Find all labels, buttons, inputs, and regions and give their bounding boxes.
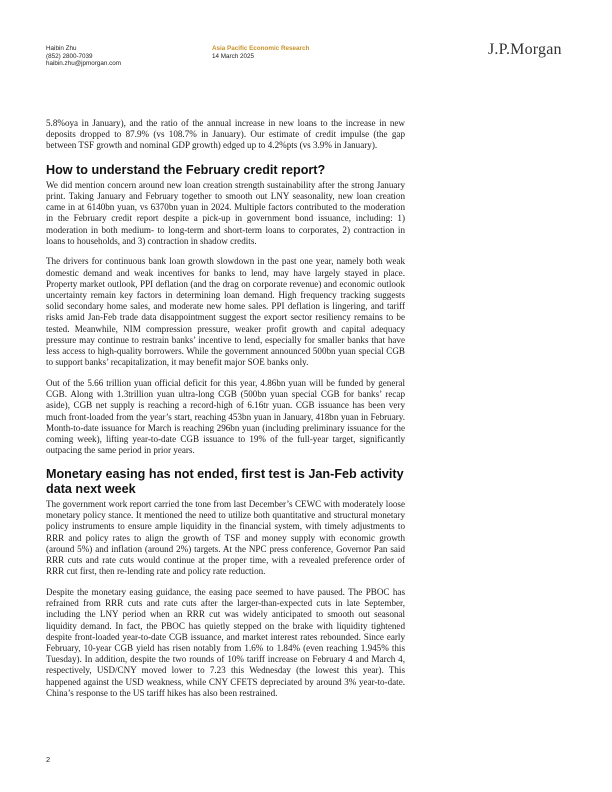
report-info: [212, 45, 309, 60]
paragraph: We did mention concern around new loan creation strength sustainability after the strong January print. Taking January and February together to smooth out LNY seasonality, new loan creation came in at 6140bn yuan, vs 6370bn yuan in 2024. Multiple factors contributed to the moderation in the February credit report despite a pick-up in government bond issuance, including: 1) moderation in both medium- to long-term and short-term loans to corporates, 2) contraction in loans to households, and 3) contraction in shadow credits.: [46, 179, 405, 246]
report-section: Asia Pacific Economic Research: [212, 45, 310, 52]
section-heading: How to understand the February credit report?: [46, 162, 326, 177]
paragraph: Despite the monetary easing guidance, the easing pace seemed to have paused. The PBOC has refrained from RRR cuts and rate cuts after the larger-than-expected cuts in late September, including the LNY period when an RRR cut was widely anticipated to smooth out seasonal liquidity demand. In fact, the PBOC has quietly stepped on the brake with liquidity tightened despite front-loaded year-to-date CGB issuance, and market interest rates rebounded. Since early February, 10-year CGB yield has risen notably from 1.6% to 1.84% (even reaching 1.945% this Tuesday). In addition, despite the two rounds of 10% tariff increase on February 4 and March 4, respectively, USD/CNY moved lower to 7.23 this Wednesday (the lowest this year). This happened against the USD weakness, while CNY CFETS depreciated by around 3% year-to-date. China’s response to the US tariff hikes has also been restrained.: [46, 586, 405, 698]
paragraph: The drivers for continuous bank loan growth slowdown in the past one year, namely both weak domestic demand and weak incentives for banks to lend, may have largely stayed in place. Property market outlook, PPI deflation (and the drag on corporate revenue) and economic outlook uncertainty remain key factors in determining loan demand. High frequency tracking suggests solid secondary home sales, and moderate new home sales. PPI deflation is lingering, and tariff risks amid Jan-Feb trade data disappointment suggest the export sector resiliency remains to be tested. Meanwhile, NIM compression pressure, weaker profit growth and capital adequacy pressure may continue to restrain banks’ incentive to lend, especially for smaller banks that have less access to high-quality borrowers. While the government announced 500bn yuan special CGB to support banks’ recapitalization, it may benefit major SOE banks only.: [46, 256, 405, 368]
section-heading: Monetary easing has not ended, first test is Jan-Feb activity data next week: [46, 467, 404, 496]
paragraph: Out of the 5.66 trillion yuan official deficit for this year, 4.86bn yuan will be funded by general CGB. Along with 1.3trillion yuan ultra-long CGB (500bn yuan special CGB for banks’ recap aside), CGB net supply is reaching a record-high of 6.16tr yuan. CGB issuance has been very much front-loaded from the year’s start, reaching 453bn yuan in January, 418bn yuan in February. Month-to-date issuance for March is reaching 296bn yuan (including preliminary issuance for the coming week), lifting year-to-date CGB issuance to 19% of the full-year target, significantly outpacing the same period in prior years.: [46, 377, 405, 456]
author-name: Haibin Zhu: [46, 45, 77, 52]
page-number: 2: [46, 755, 51, 764]
author-block: [46, 45, 121, 68]
paragraph: 5.8%oya in January), and the ratio of the annual increase in new loans to the increase in new deposits dropped to 87.9% (vs 108.7% in January). Our estimate of credit impulse (the gap between TSF growth and nominal GDP growth) edged up to 4.2%pts (vs 3.9% in January).: [46, 118, 405, 151]
report-date: 14 March 2025: [212, 52, 255, 60]
jpmorgan-logo: J.P.Morgan: [488, 41, 562, 58]
paragraph: The government work report carried the tone from last December’s CEWC with moderately loose monetary policy stance. It mentioned the need to utilize both quantitative and structural monetary policy instruments to ensure ample liquidity in the financial system, with timely adjustments to RRR and policy rates to align the growth of TSF and money supply with economic growth (around 5%) and inflation (around 2%) targets. At the NPC press conference, Governor Pan said RRR cuts and rate cuts would continue at the proper time, with a revealed preference order of RRR cut first, then re-lending rate and policy rate reduction.: [46, 499, 405, 577]
author-phone: (852) 2800-7039: [46, 52, 93, 60]
article-body: [46, 118, 405, 699]
author-email[interactable]: haibin.zhu@jpmorgan.com: [46, 60, 121, 68]
